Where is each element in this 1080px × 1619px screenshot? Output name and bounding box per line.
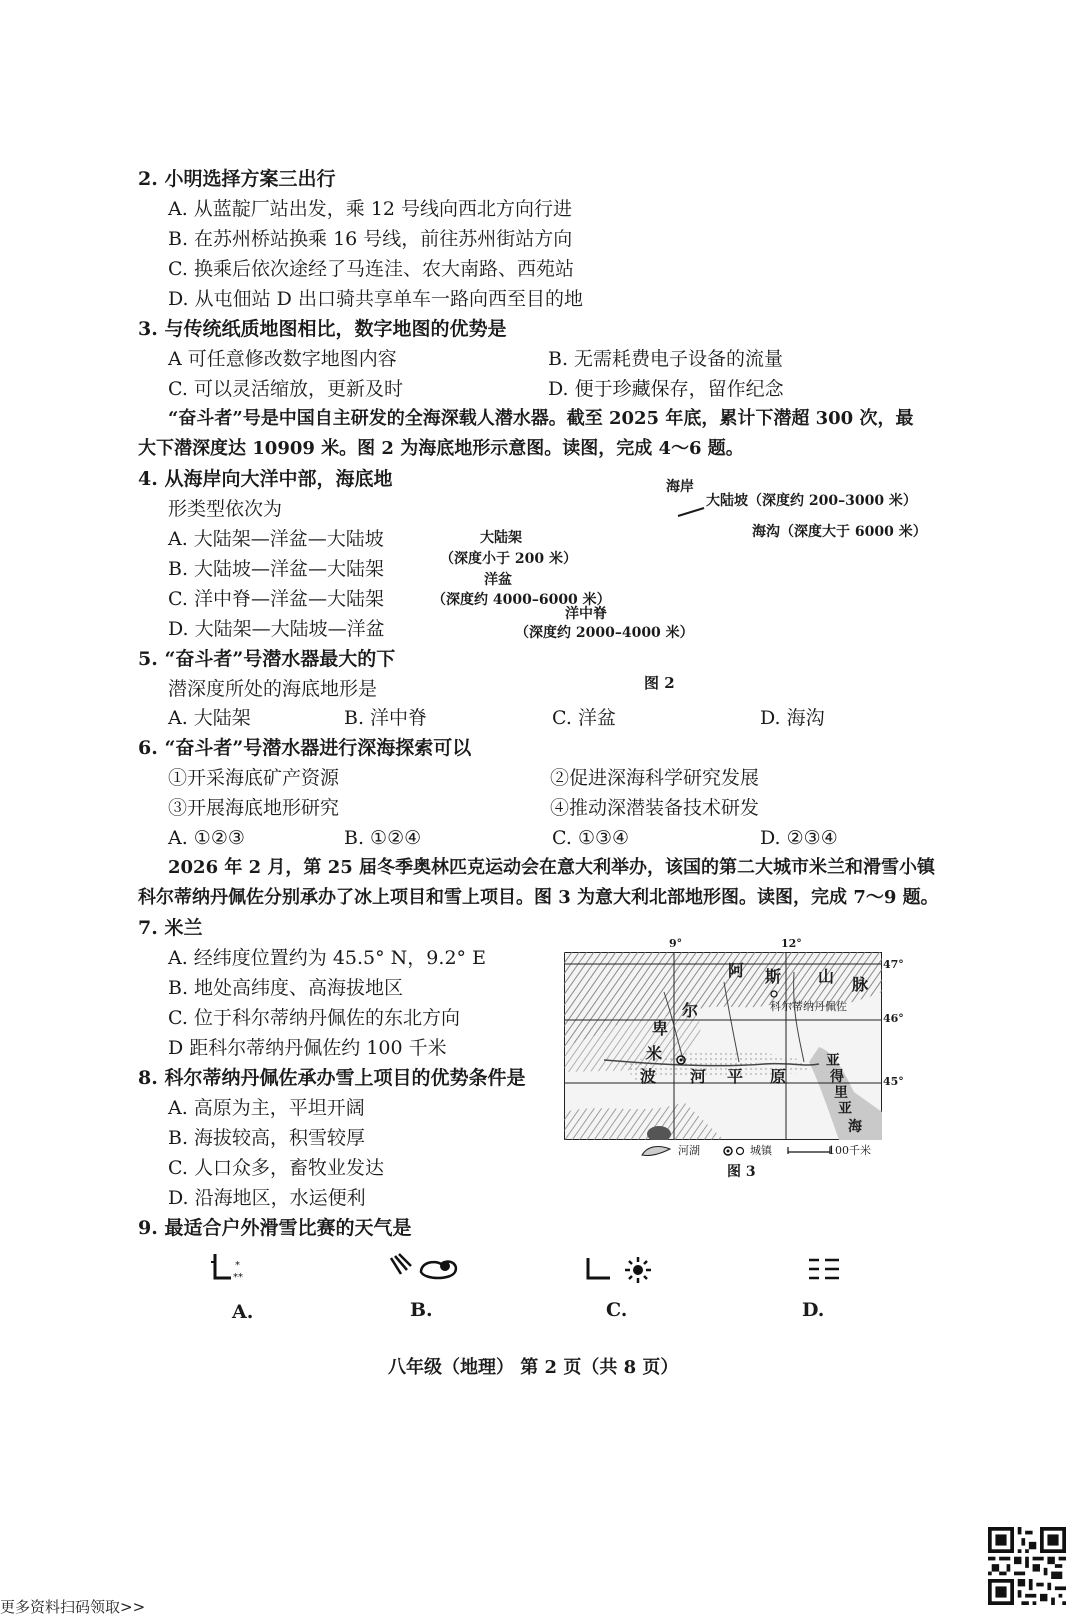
- svg-text:**: **: [233, 1272, 243, 1283]
- fig3-lat-46: 46°: [883, 1012, 904, 1025]
- q6-option-b: B. ①②④: [344, 827, 422, 849]
- qr-caption: 更多资料扫码领取>>: [0, 1598, 146, 1616]
- fig3-lon-9: 9°: [669, 937, 683, 950]
- q4-stem-line2: 形类型依次为: [168, 498, 283, 520]
- fig3-legend-lake: 河湖: [678, 1144, 700, 1157]
- q5-stem-line1: 5. “奋斗者”号潜水器最大的下: [138, 648, 396, 670]
- fig2-ridge-depth: （深度约 2000–4000 米）: [515, 625, 694, 641]
- q8-option-a: A. 高原为主，平坦开阔: [168, 1097, 365, 1119]
- q3-option-a: A 可任意修改数字地图内容: [168, 348, 397, 370]
- q5-option-a: A. 大陆架: [168, 707, 251, 729]
- weather-symbol-b-icon: [385, 1252, 465, 1286]
- q4-option-b: B. 大陆坡—洋盆—大陆架: [168, 558, 385, 580]
- q6-option-d: D. ②③④: [760, 827, 838, 849]
- fig2-shelf-label: 大陆架: [480, 530, 522, 546]
- fig3-scale-bar: [786, 1146, 832, 1156]
- q4-option-a: A. 大陆架—洋盆—大陆坡: [168, 528, 384, 550]
- fig3-text-si: 斯: [765, 967, 782, 986]
- fig2-basin-depth: （深度约 4000–6000 米）: [432, 592, 611, 608]
- q8-stem: 8. 科尔蒂纳丹佩佐承办雪上项目的优势条件是: [138, 1067, 526, 1089]
- fig3-text-a: 阿: [728, 961, 745, 980]
- fig2-shelf-depth: （深度小于 200 米）: [440, 551, 577, 567]
- q4-option-c: C. 洋中脊—洋盆—大陆架: [168, 588, 384, 610]
- q7-option-c: C. 位于科尔蒂纳丹佩佐的东北方向: [168, 1007, 460, 1029]
- fig3-text-bei: 卑: [652, 1019, 669, 1038]
- fig3-text-yuan: 原: [770, 1067, 787, 1086]
- q8-option-b: B. 海拔较高，积雪较厚: [168, 1127, 366, 1149]
- fig3-text-li: 里: [834, 1085, 848, 1101]
- weather-symbol-d-icon: [805, 1255, 845, 1283]
- q7-option-d: D 距科尔蒂纳丹佩佐约 100 千米: [168, 1037, 447, 1059]
- q6-stem: 6. “奋斗者”号潜水器进行深海探索可以: [138, 737, 472, 759]
- q7-option-b: B. 地处高纬度、高海拔地区: [168, 977, 404, 999]
- fig3-text-ping: 平: [727, 1067, 744, 1086]
- fig3-text-po: 波: [640, 1067, 657, 1086]
- fig3-lon-12: 12°: [781, 937, 802, 950]
- fig3-text-milan: 米: [646, 1044, 663, 1063]
- q2-stem: 2. 小明选择方案三出行: [138, 168, 336, 190]
- q9-option-b: B.: [410, 1299, 433, 1321]
- fig2-trench-label: 海沟（深度大于 6000 米）: [752, 524, 927, 540]
- q9-option-d: D.: [802, 1299, 825, 1321]
- q2-option-c: C. 换乘后依次途经了马连洼、农大南路、西苑站: [168, 258, 574, 280]
- passage1-line2: 大下潜深度达 10909 米。图 2 为海底地形示意图。读图，完成 4～6 题。: [138, 438, 744, 459]
- fig3-legend-scale: 100千米: [828, 1144, 871, 1157]
- fig2-slope-label: 大陆坡（深度约 200–3000 米）: [706, 493, 917, 509]
- fig2-coast-label: 海岸: [666, 479, 694, 495]
- fig3-text-he: 河: [690, 1067, 707, 1086]
- q9-option-c: C.: [606, 1299, 628, 1321]
- q6-item-4: ④推动深潜装备技术研发: [550, 797, 760, 819]
- fig3-text-hai: 海: [848, 1119, 862, 1135]
- passage2-line2: 科尔蒂纳丹佩佐分别承办了冰上项目和雪上项目。图 3 为意大利北部地形图。读图，完成 7～9 题。: [138, 887, 939, 908]
- q6-item-2: ②促进深海科学研究发展: [550, 767, 760, 789]
- fig3-text-mai: 脉: [852, 975, 869, 994]
- passage1-line1: “奋斗者”号是中国自主研发的全海深载人潜水器。截至 2025 年底，累计下潜超 300 次，最: [168, 408, 914, 429]
- weather-symbol-a-icon: [205, 1250, 265, 1286]
- q3-option-c: C. 可以灵活缩放，更新及时: [168, 378, 403, 400]
- q7-option-a: A. 经纬度位置约为 45.5° N，9.2° E: [168, 947, 486, 969]
- q9-stem: 9. 最适合户外滑雪比赛的天气是: [138, 1217, 412, 1239]
- q3-option-b: B. 无需耗费电子设备的流量: [548, 348, 784, 370]
- page-footer: 八年级（地理） 第 2 页（共 8 页）: [388, 1357, 679, 1378]
- q4-option-d: D. 大陆架—大陆坡—洋盆: [168, 618, 385, 640]
- q2-option-a: A. 从蓝靛厂站出发，乘 12 号线向西北方向行进: [168, 198, 573, 220]
- q2-option-d: D. 从屯佃站 D 出口骑共享单车一路向西至目的地: [168, 288, 583, 310]
- fig2-caption: 图 2: [644, 674, 675, 692]
- q5-option-b: B. 洋中脊: [344, 707, 428, 729]
- fig3-legend-town-icon: [722, 1145, 750, 1157]
- svg-text:*: *: [235, 1260, 240, 1271]
- q6-item-3: ③开展海底地形研究: [168, 797, 340, 819]
- qr-code-icon[interactable]: [988, 1527, 1066, 1605]
- fig3-text-er: 尔: [682, 1001, 699, 1020]
- fig3-legend-town: 城镇: [750, 1144, 772, 1157]
- q6-option-c: C. ①③④: [552, 827, 630, 849]
- q5-option-c: C. 洋盆: [552, 707, 616, 729]
- fig3-lat-45: 45°: [883, 1075, 904, 1088]
- q2-option-b: B. 在苏州桥站换乘 16 号线，前往苏州街站方向: [168, 228, 573, 250]
- fig3-text-de: 得: [830, 1069, 844, 1085]
- q5-stem-line2: 潜深度所处的海底地形是: [168, 678, 378, 700]
- q7-stem: 7. 米兰: [138, 917, 203, 939]
- fig3-lat-47: 47°: [883, 958, 904, 971]
- fig3-caption: 图 3: [727, 1164, 756, 1180]
- q3-option-d: D. 便于珍藏保存，留作纪念: [548, 378, 784, 400]
- weather-symbol-c-icon: [580, 1252, 660, 1286]
- fig3-text-ya1: 亚: [826, 1053, 840, 1069]
- passage2-line1: 2026 年 2 月，第 25 届冬季奥林匹克运动会在意大利举办，该国的第二大城市米兰和滑雪小镇: [168, 857, 936, 878]
- fig3-legend-lake-icon: [640, 1143, 674, 1159]
- fig3-city-label: 科尔蒂纳丹佩佐: [770, 1000, 847, 1013]
- fig3-text-shan: 山: [818, 967, 835, 986]
- fig3-map: [564, 952, 882, 1140]
- q8-option-c: C. 人口众多，畜牧业发达: [168, 1157, 384, 1179]
- q6-option-a: A. ①②③: [168, 827, 245, 849]
- q8-option-d: D. 沿海地区，水运便利: [168, 1187, 366, 1209]
- fig3-text-ya2: 亚: [838, 1101, 852, 1117]
- q4-stem-line1: 4. 从海岸向大洋中部，海底地: [138, 468, 393, 490]
- q3-stem: 3. 与传统纸质地图相比，数字地图的优势是: [138, 318, 507, 340]
- q6-item-1: ①开采海底矿产资源: [168, 767, 340, 789]
- q9-option-a: A.: [232, 1301, 254, 1323]
- fig2-ridge-label: 洋中脊: [565, 606, 607, 622]
- q5-option-d: D. 海沟: [760, 707, 825, 729]
- fig2-basin-label: 洋盆: [484, 572, 512, 588]
